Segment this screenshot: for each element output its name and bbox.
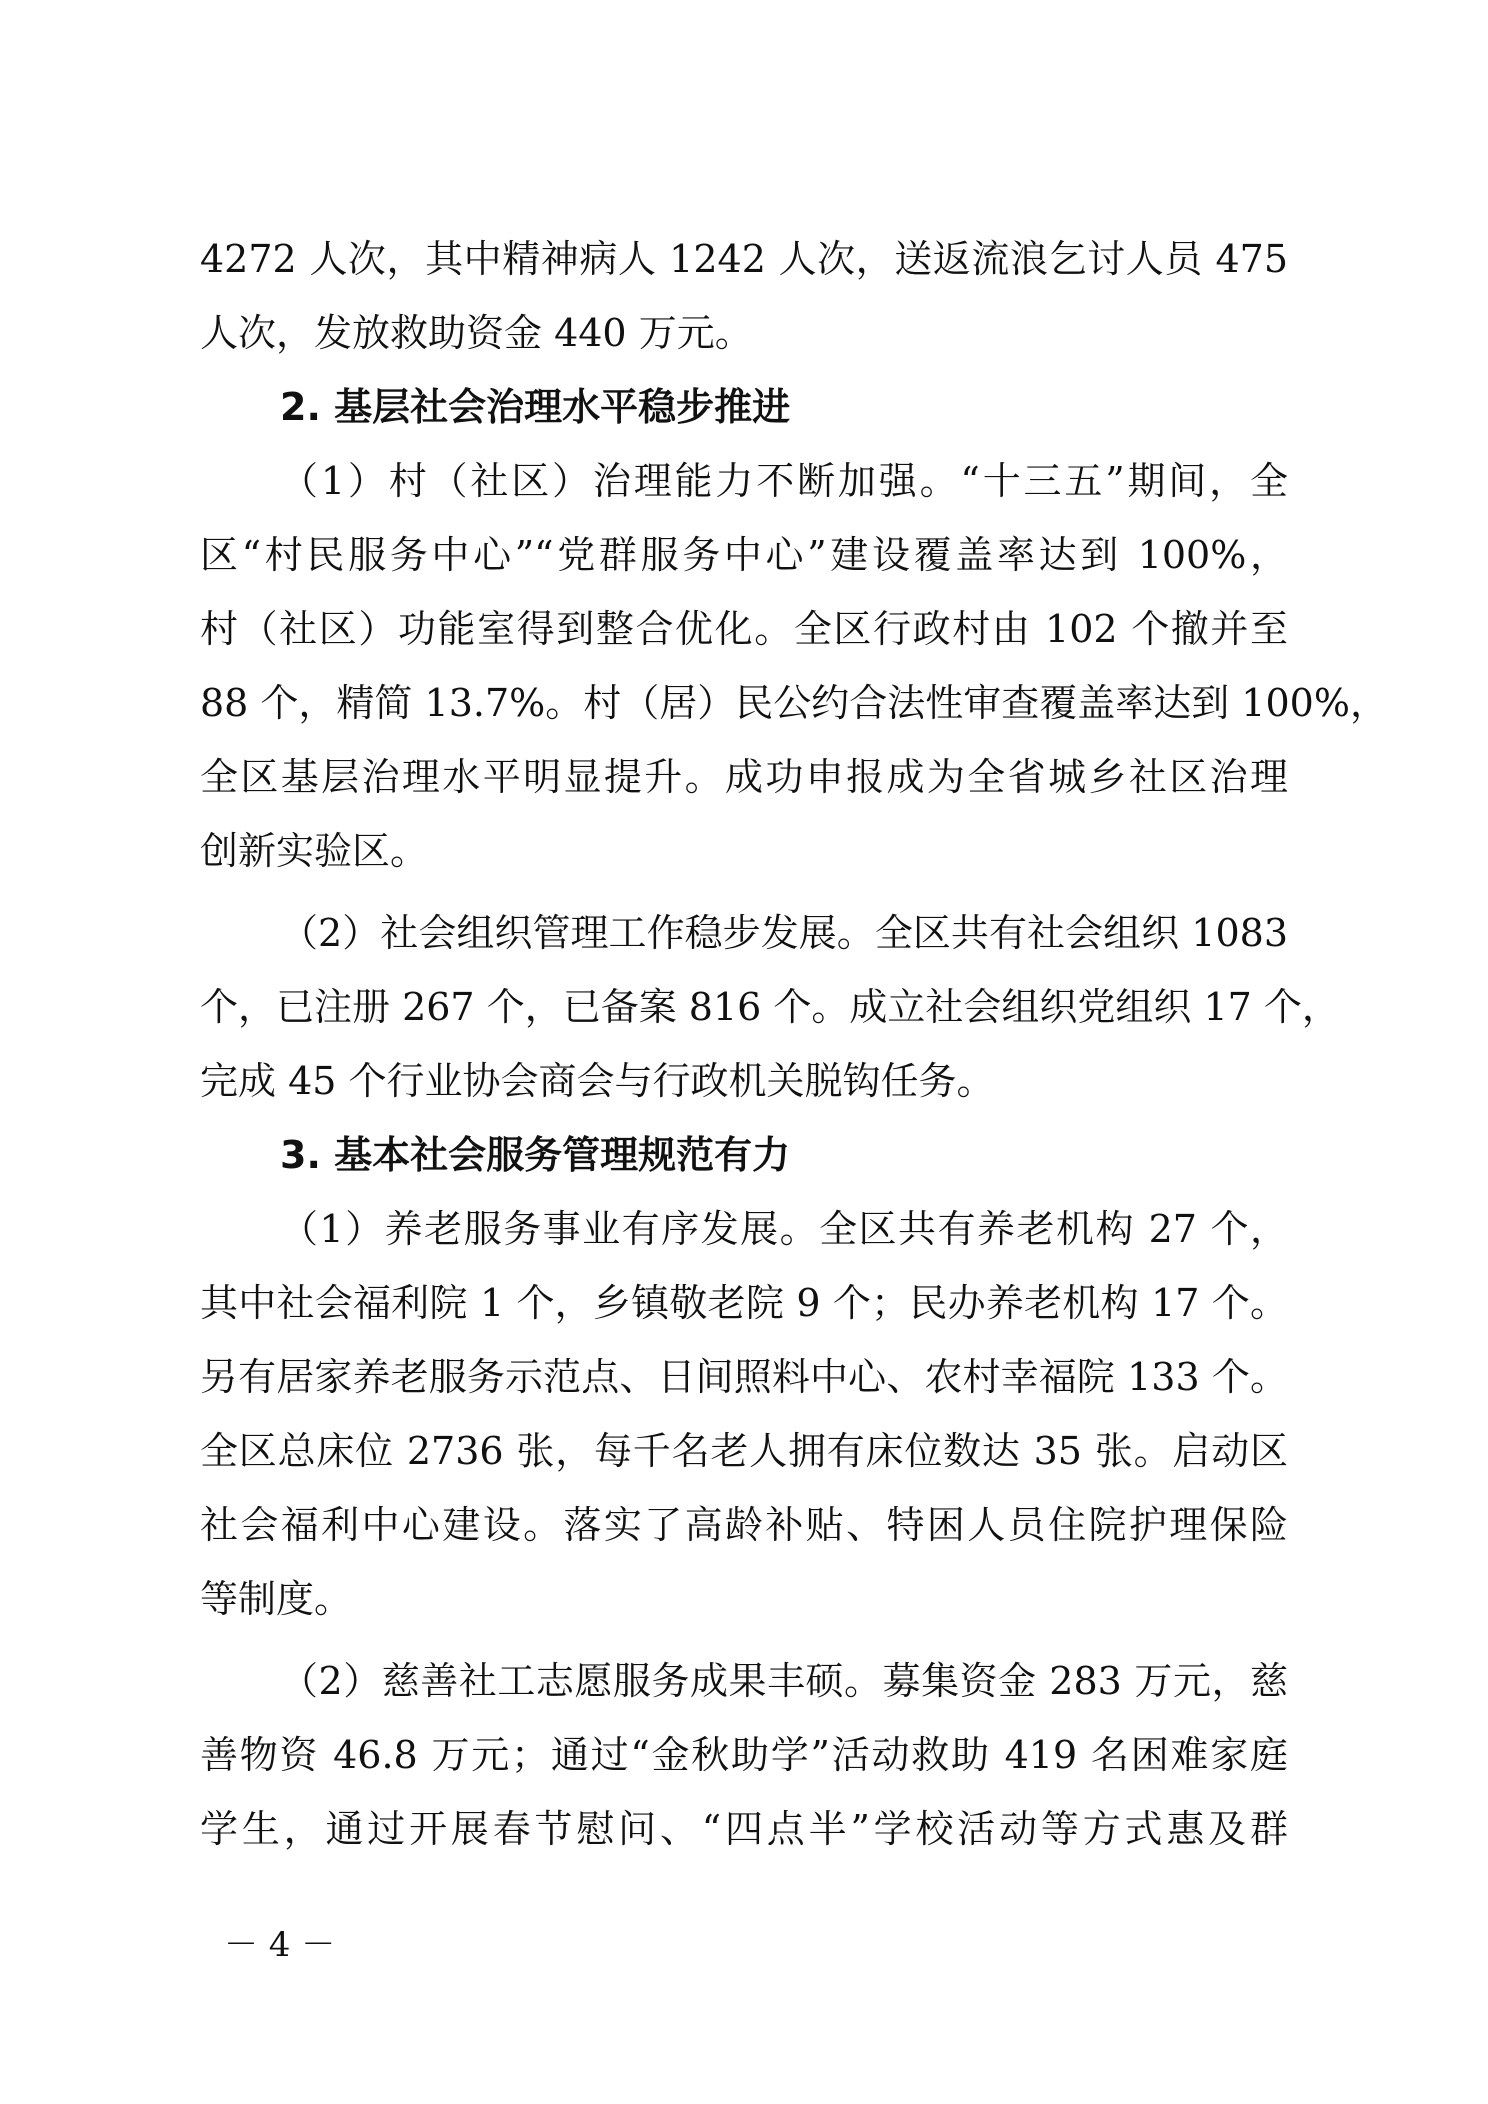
section-heading: 2. 基层社会治理水平稳步推进 (280, 385, 791, 429)
body-line: 完成 45 个行业协会商会与行政机关脱钩任务。 (200, 1059, 995, 1103)
body-line: 其中社会福利院 1 个，乡镇敬老院 9 个；民办养老机构 17 个。 (200, 1281, 1288, 1325)
body-line: 另有居家养老服务示范点、日间照料中心、农村幸福院 133 个。 (200, 1355, 1288, 1399)
body-line: 个，已注册 267 个，已备案 816 个。成立社会组织党组织 17 个， (200, 985, 1340, 1029)
paragraph-first-line: （2）社会组织管理工作稳步发展。全区共有社会组织 1083 (280, 911, 1288, 955)
paragraph-first-line: （2）慈善社工志愿服务成果丰硕。募集资金 283 万元，慈 (280, 1659, 1288, 1703)
body-line: 4272 人次，其中精神病人 1242 人次，送返流浪乞讨人员 475 (200, 237, 1288, 281)
body-line: 村（社区）功能室得到整合优化。全区行政村由 102 个撤并至 (200, 607, 1288, 651)
body-line: 88 个，精简 13.7%。村（居）民公约合法性审查覆盖率达到 100%， (200, 681, 1388, 725)
body-line: 等制度。 (200, 1577, 353, 1621)
body-line: 全区总床位 2736 张，每千名老人拥有床位数达 35 张。启动区 (200, 1429, 1288, 1473)
section-heading: 3. 基本社会服务管理规范有力 (280, 1133, 791, 1177)
page-number: － 4 － (224, 1925, 336, 1965)
body-line: 社会福利中心建设。落实了高龄补贴、特困人员住院护理保险 (200, 1503, 1288, 1547)
body-line: 区“村民服务中心”“党群服务中心”建设覆盖率达到 100%， (200, 533, 1288, 577)
body-line: 创新实验区。 (200, 829, 429, 873)
body-line: 全区基层治理水平明显提升。成功申报成为全省城乡社区治理 (200, 755, 1288, 799)
paragraph-first-line: （1）养老服务事业有序发展。全区共有养老机构 27 个， (280, 1207, 1288, 1251)
body-line: 人次，发放救助资金 440 万元。 (200, 311, 753, 355)
body-line: 善物资 46.8 万元；通过“金秋助学”活动救助 419 名困难家庭 (200, 1733, 1288, 1777)
body-line: 学生，通过开展春节慰问、“四点半”学校活动等方式惠及群 (200, 1807, 1288, 1851)
paragraph-first-line: （1）村（社区）治理能力不断加强。“十三五”期间，全 (280, 459, 1288, 503)
